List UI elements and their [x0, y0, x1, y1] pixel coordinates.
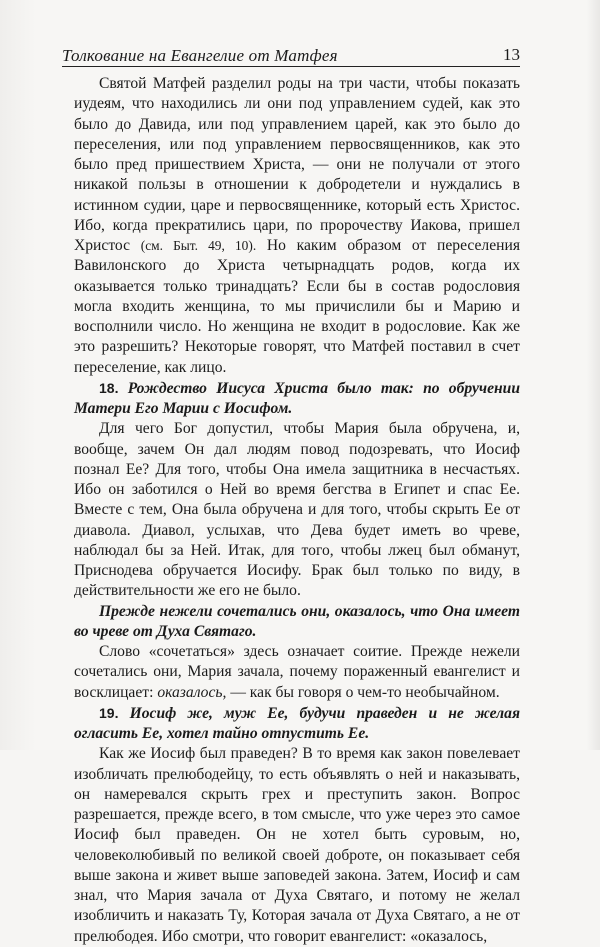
- emphasized-word: оказалось,: [157, 683, 227, 701]
- page-edge-shadow: [586, 0, 600, 750]
- running-header: [62, 44, 520, 67]
- page-body: [74, 74, 520, 947]
- paragraph: [74, 642, 520, 703]
- paragraph: Как же Иосиф был праведен? В то время как закон повелевает изобличать прелюбодейцу, то есть объявлять о ней и наказывать, он намеревался скрыть грех и преступить закон. Вопрос разрешается, прежде всего, в том смысле, что уже через это самое Иосиф был праведен. Он не хотел быть суровым, но, человеколюбивый по великой своей доброте, он показывает себя выше закона и живет выше заповедей закона. Затем, Иосиф и сам знал, что Мария зачала от Духа Святаго, и потому не желал изобличить и наказать Ту, Которая зачала от Духа Святаго, а не от прелюбодея. Ибо смотри, что говорит евангелист: «оказалось,: [74, 745, 520, 945]
- paragraph-text: — как бы говоря о чем-то необычайном.: [230, 683, 500, 701]
- paragraph: Для чего Бог допустил, чтобы Мария была обручена, и, вообще, зачем Он дал людям повод подозревать, что Иосиф познал Ее? Для того, чтобы Она имела защитника в несчастьях. Ибо он заботился о Ней во время бегства в Египет и спас Ее. Вместе с тем, Она была обручена и для того, чтобы скрыть Ее от диавола. Диавол, услыхав, что Дева будет иметь во чреве, наблюдал бы за Ней. Итак, для того, чтобы лжец был обманут, Приснодева обручается Иосифу. Брак был только по виду, в действительности же его не было.: [74, 420, 520, 600]
- verse-number: 19.: [99, 704, 119, 721]
- paragraph-text: Святой Матфей разделил роды на три части, чтобы показать иудеям, что находились ли они под управлением судей, как это было до Давида, или под управлением царей, как это было до переселения, или под управлением первосвященников, как это было пред пришествием Христа, — они не получали от этого никакой пользы в отношении к добродетели и нуждались в истинном судии, царе и первосвященнике, который есть Христос. Ибо, когда прекратились цари, по пророчеству Иакова, пришел Христос: [74, 75, 520, 254]
- verse-heading-18: [74, 378, 520, 420]
- running-title: Толкование на Евангелие от Матфея: [62, 46, 338, 65]
- page-number: 13: [503, 45, 520, 64]
- verse-text: Прежде нежели сочетались они, оказалось, что Она имеет во чреве от Духа Святаго.: [74, 602, 520, 640]
- paragraph-text: Но каким образом от переселения Вавилонского до Христа четырнадцать родов, когда их оказывается только тринадцать? Если бы в состав родословия могла входить женщина, то мы причислили бы и Марию и восполнили число. Но женщина не входит в родословие. Как же это разрешить? Некоторые говорят, что Матфей поставил в счет переселение, как лицо.: [74, 237, 520, 376]
- verse-heading-19: [74, 703, 520, 745]
- verse-number: 18.: [99, 379, 119, 396]
- verse-text: Иосиф же, муж Ее, будучи праведен и не желая огласить Ее, хотел тайно отпустить Ее.: [74, 704, 520, 742]
- verse-text: Рождество Иисуса Христа было так: по обручении Матери Его Марии с Иосифом.: [74, 379, 520, 417]
- verse-heading-18b: [74, 602, 520, 643]
- scripture-reference: (см. Быт. 49, 10).: [140, 238, 257, 253]
- paragraph: [74, 74, 520, 378]
- paragraph-text: Слово «сочетаться» здесь означает соитие. Прежде нежели сочетались они, Мария зачала, почему пораженный евангелист и восклицает:: [74, 643, 520, 701]
